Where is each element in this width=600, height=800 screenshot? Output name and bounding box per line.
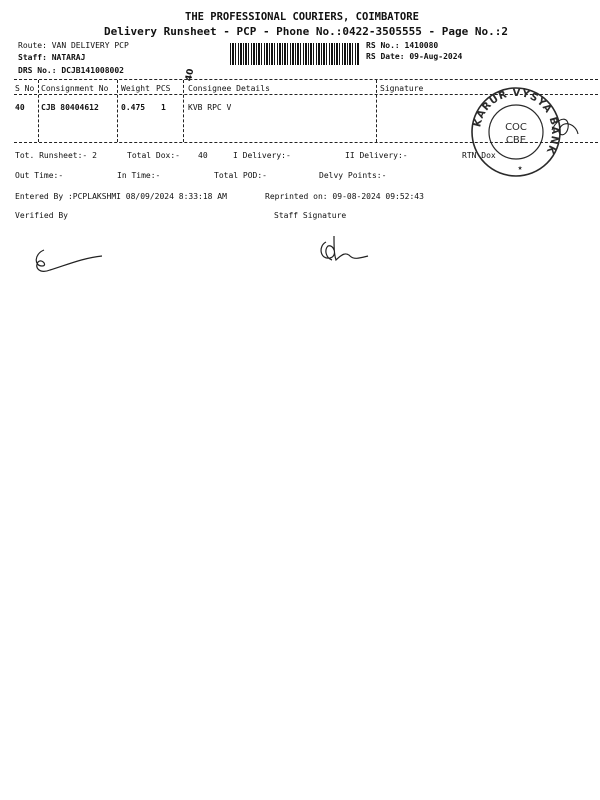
entered-by: Entered By :PCPLAKSHMI 08/09/2024 8:33:18 AM bbox=[15, 192, 227, 201]
rs-number: RS No.: 1410080 bbox=[366, 41, 439, 50]
rtn-dox: RTN Dox bbox=[462, 151, 496, 160]
header-sno: S No bbox=[15, 84, 35, 93]
staff-signature-label: Staff Signature bbox=[274, 211, 347, 220]
col-divider bbox=[183, 80, 184, 142]
table-top-rule bbox=[14, 79, 598, 80]
total-dox-value: 40 bbox=[198, 151, 208, 160]
total-dox-label: Total Dox:- bbox=[127, 151, 180, 160]
cell-pcs: 1 bbox=[161, 103, 166, 112]
ii-delivery: II Delivery:- bbox=[345, 151, 408, 160]
total-pod: Total POD:- bbox=[214, 171, 267, 180]
company-title: THE PROFESSIONAL COURIERS, COIMBATORE bbox=[185, 11, 419, 23]
staff-signature bbox=[316, 232, 376, 268]
header-weight: Weight bbox=[121, 84, 150, 93]
barcode bbox=[230, 43, 360, 65]
col-divider bbox=[376, 80, 377, 142]
delvy-points: Delvy Points:- bbox=[319, 171, 387, 180]
stamp-line2: CBE bbox=[505, 135, 527, 146]
col-divider bbox=[38, 80, 39, 142]
verifier-signature bbox=[30, 240, 110, 280]
runsheet-subtitle: Delivery Runsheet - PCP - Phone No.:0422-3505555 - Page No.:2 bbox=[104, 25, 508, 38]
header-consignment: Consignment No bbox=[41, 84, 109, 93]
staff-label: Staff: NATARAJ bbox=[18, 53, 86, 62]
reprinted-on: Reprinted on: 09-08-2024 09:52:43 bbox=[265, 192, 424, 201]
out-time: Out Time:- bbox=[15, 171, 64, 180]
cell-weight: 0.475 bbox=[121, 103, 146, 112]
stamp-line1: COC bbox=[505, 122, 527, 133]
col-divider bbox=[117, 80, 118, 142]
stamp-signature-scribble bbox=[548, 110, 582, 144]
handwritten-mark: 40 bbox=[184, 67, 197, 83]
route-label: Route: VAN DELIVERY PCP bbox=[18, 41, 129, 50]
stamp-bank-name: KARUR VYSYA BANK bbox=[472, 87, 561, 156]
in-time: In Time:- bbox=[117, 171, 161, 180]
header-consignee: Consignee Details bbox=[188, 84, 270, 93]
rs-date: RS Date: 09-Aug-2024 bbox=[366, 52, 463, 61]
drs-number: DRS No.: DCJB141008002 bbox=[18, 66, 124, 75]
verified-by-label: Verified By bbox=[15, 211, 68, 220]
cell-consignment: CJB 80404612 bbox=[41, 103, 99, 112]
header-pcs: PCS bbox=[156, 84, 171, 93]
header-signature: Signature bbox=[380, 84, 424, 93]
i-delivery: I Delivery:- bbox=[233, 151, 291, 160]
cell-sno: 40 bbox=[15, 103, 25, 112]
cell-consignee: KVB RPC V bbox=[188, 103, 232, 112]
stamp-star-icon: ★ bbox=[517, 163, 523, 172]
total-runsheet: Tot. Runsheet:- 2 bbox=[15, 151, 97, 160]
